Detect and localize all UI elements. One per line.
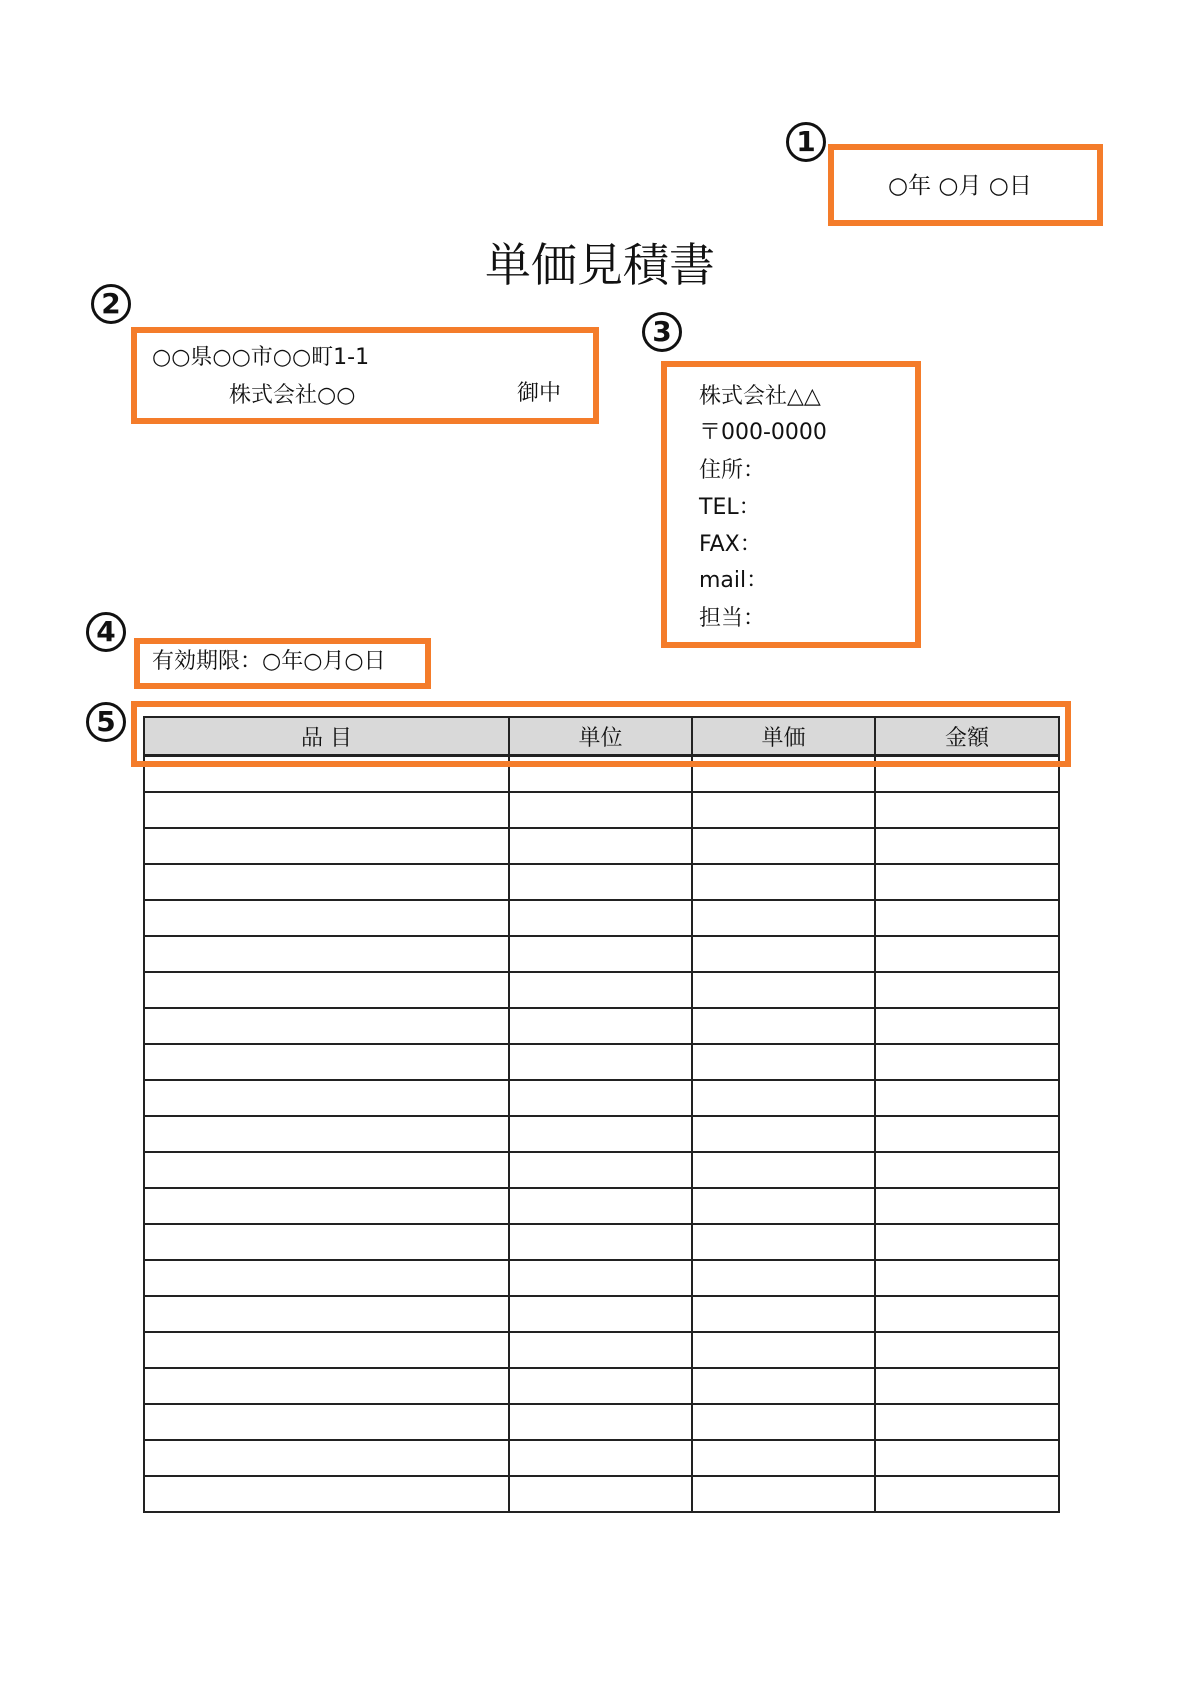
unit-price-cell [692,1080,875,1116]
unit-price-cell [692,936,875,972]
amount-cell [875,1440,1059,1476]
table-row [144,1368,1059,1404]
item-cell [144,1260,509,1296]
table-row [144,972,1059,1008]
unit-price-cell [692,1116,875,1152]
unit-price-cell [692,900,875,936]
unit-cell [509,1116,692,1152]
amount-cell [875,792,1059,828]
unit-price-cell [692,1476,875,1512]
unit-cell [509,1152,692,1188]
item-cell [144,792,509,828]
header-item: 品 目 [144,717,509,756]
amount-cell [875,1080,1059,1116]
table-row [144,936,1059,972]
item-cell [144,936,509,972]
unit-price-cell [692,1260,875,1296]
marker-2: 2 [91,284,131,324]
unit-cell [509,972,692,1008]
amount-cell [875,1152,1059,1188]
table-body [144,756,1059,1513]
unit-cell [509,828,692,864]
amount-cell [875,1368,1059,1404]
recipient-address: ○○県○○市○○町1-1 [152,345,370,370]
header-unit-price: 単価 [692,717,875,756]
item-cell [144,1332,509,1368]
amount-cell [875,864,1059,900]
item-cell [144,1188,509,1224]
unit-price-cell [692,1368,875,1404]
amount-cell [875,1188,1059,1224]
table-row [144,792,1059,828]
marker-5: 5 [86,702,126,742]
unit-cell [509,1044,692,1080]
unit-cell [509,1332,692,1368]
recipient-honorific: 御中 [517,381,562,406]
item-cell [144,1080,509,1116]
unit-price-cell [692,828,875,864]
table-row [144,1260,1059,1296]
unit-price-cell [692,1152,875,1188]
table-row [144,1008,1059,1044]
item-cell [144,972,509,1008]
issuer-fax-label: FAX： [699,532,762,557]
recipient-box [131,327,599,424]
item-cell [144,1296,509,1332]
date-text: ○年 ○月 ○日 [888,173,1032,199]
amount-cell [875,972,1059,1008]
unit-price-cell [692,1440,875,1476]
unit-cell [509,1260,692,1296]
amount-cell [875,900,1059,936]
item-cell [144,1008,509,1044]
marker-1: 1 [786,122,826,162]
item-cell [144,1044,509,1080]
table-row [144,1080,1059,1116]
unit-price-cell [692,1188,875,1224]
unit-price-cell [692,1296,875,1332]
item-cell [144,1152,509,1188]
table-row [144,1188,1059,1224]
page-title: 単価見積書 [485,238,715,292]
issuer-tel-label: TEL： [699,495,761,520]
unit-price-cell [692,1224,875,1260]
unit-cell [509,900,692,936]
table-row [144,1332,1059,1368]
recipient-company: 株式会社○○ [229,383,356,408]
table-row [144,1116,1059,1152]
issuer-address-label: 住所： [699,458,766,483]
items-table [143,716,1060,1513]
item-cell [144,864,509,900]
unit-cell [509,1404,692,1440]
unit-cell [509,1476,692,1512]
issuer-company: 株式会社△△ [699,384,821,409]
unit-price-cell [692,864,875,900]
amount-cell [875,1008,1059,1044]
amount-cell [875,936,1059,972]
issuer-contact-label: 担当： [699,606,766,631]
unit-cell [509,1080,692,1116]
table-row [144,864,1059,900]
unit-price-cell [692,1404,875,1440]
unit-price-cell [692,756,875,793]
item-cell [144,756,509,793]
amount-cell [875,1332,1059,1368]
unit-cell [509,1296,692,1332]
item-cell [144,828,509,864]
table-row [144,1404,1059,1440]
item-cell [144,1116,509,1152]
validity-text: 有効期限：○年○月○日 [152,649,386,674]
amount-cell [875,1224,1059,1260]
table-row [144,900,1059,936]
amount-cell [875,1296,1059,1332]
table-row [144,1476,1059,1512]
marker-3: 3 [642,312,682,352]
amount-cell [875,1260,1059,1296]
table-row [144,1296,1059,1332]
item-cell [144,1476,509,1512]
unit-cell [509,864,692,900]
table-row [144,1152,1059,1188]
item-cell [144,900,509,936]
unit-cell [509,1008,692,1044]
amount-cell [875,1044,1059,1080]
unit-price-cell [692,1008,875,1044]
unit-price-cell [692,1044,875,1080]
table-row [144,1440,1059,1476]
unit-cell [509,1368,692,1404]
table-row [144,1044,1059,1080]
unit-cell [509,1188,692,1224]
table-row [144,1224,1059,1260]
header-unit: 単位 [509,717,692,756]
amount-cell [875,756,1059,793]
unit-cell [509,792,692,828]
unit-price-cell [692,1332,875,1368]
table-header-row [144,717,1059,756]
item-cell [144,1224,509,1260]
amount-cell [875,1476,1059,1512]
item-cell [144,1440,509,1476]
unit-cell [509,1224,692,1260]
issuer-mail-label: mail： [699,568,769,593]
unit-price-cell [692,792,875,828]
unit-cell [509,1440,692,1476]
amount-cell [875,828,1059,864]
unit-cell [509,936,692,972]
amount-cell [875,1404,1059,1440]
table-row [144,828,1059,864]
unit-cell [509,756,692,793]
item-cell [144,1404,509,1440]
marker-4: 4 [86,612,126,652]
amount-cell [875,1116,1059,1152]
header-amount: 金額 [875,717,1059,756]
table-row [144,756,1059,793]
item-cell [144,1368,509,1404]
issuer-postal: 〒000-0000 [699,420,827,445]
unit-price-cell [692,972,875,1008]
